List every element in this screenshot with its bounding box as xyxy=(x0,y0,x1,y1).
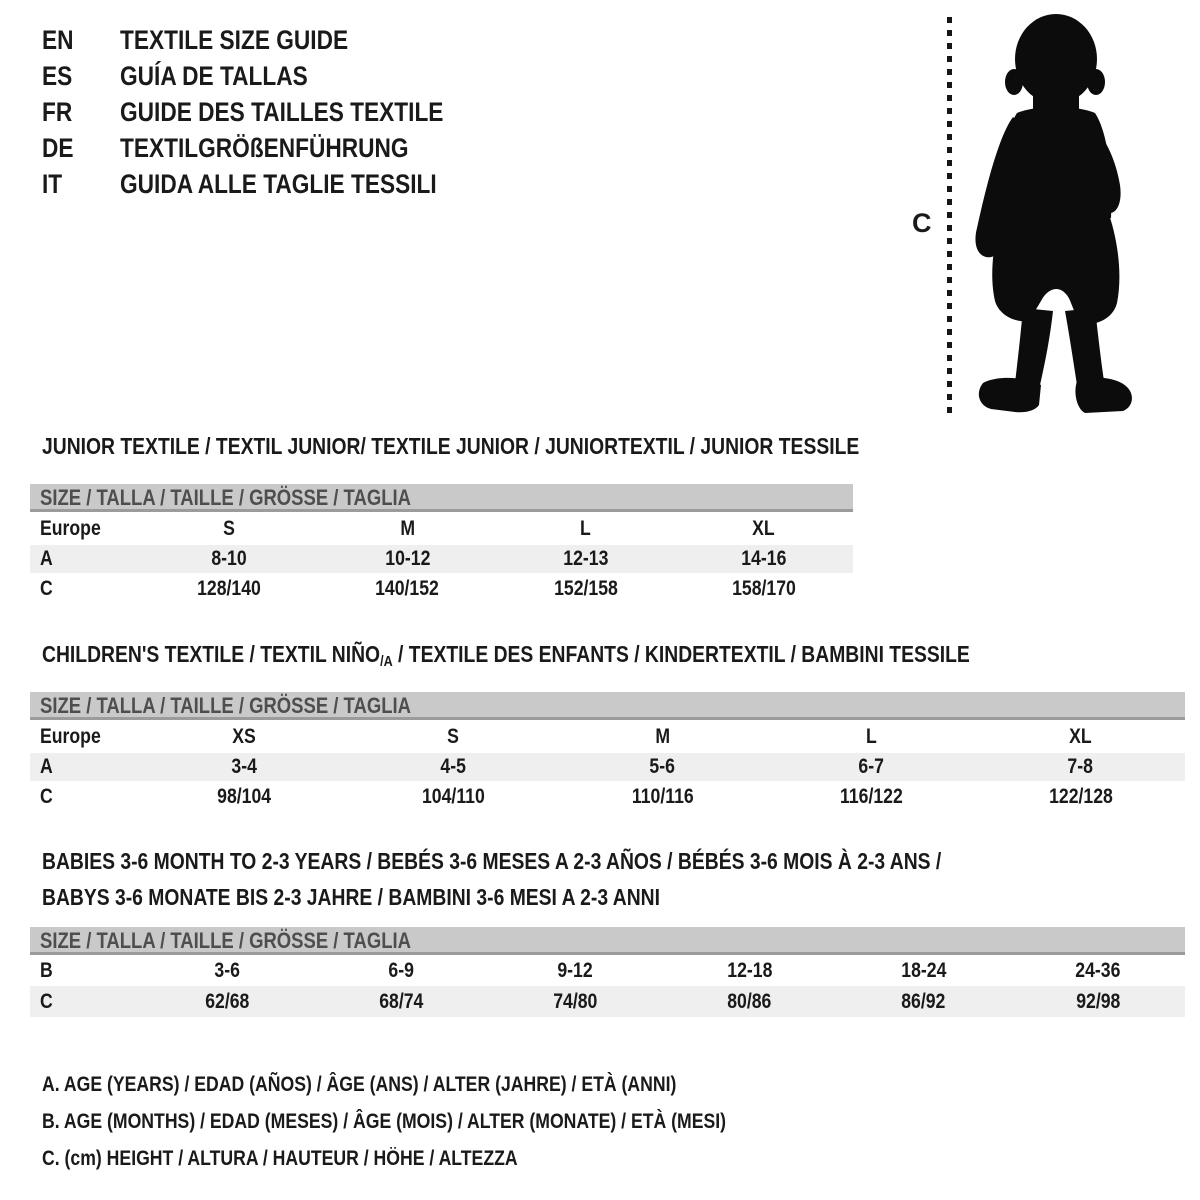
table-cell: 9-12 xyxy=(557,958,594,982)
babies-section-title xyxy=(42,843,1113,915)
row-label: C xyxy=(40,784,53,808)
height-measure-dashed-line xyxy=(947,17,952,415)
language-code: EN xyxy=(42,24,74,55)
table-cell: 116/122 xyxy=(840,784,903,808)
table-cell: 122/128 xyxy=(1048,784,1113,808)
size-col-header: S xyxy=(447,724,460,748)
table-cell: 3-4 xyxy=(231,755,258,778)
toddler-silhouette-image xyxy=(965,13,1142,415)
table-cell: 86/92 xyxy=(901,989,946,1013)
table-cell: 24-36 xyxy=(1075,958,1121,982)
table-cell: 74/80 xyxy=(553,989,598,1013)
table-cell: 3-6 xyxy=(214,958,240,982)
table-cell: 98/104 xyxy=(217,784,272,808)
size-col-header: M xyxy=(400,516,415,540)
table-cell: 152/158 xyxy=(553,576,618,600)
language-code: DE xyxy=(42,132,74,163)
note-height-cm xyxy=(42,1140,856,1177)
language-title: TEXTILGRÖßENFÜHRUNG xyxy=(120,132,409,163)
table-cell: 18-24 xyxy=(901,958,947,982)
height-label: C xyxy=(912,208,932,238)
table-cell: 140/152 xyxy=(375,576,440,600)
size-header-label: SIZE / TALLA / TAILLE / GRÖSSE / TAGLIA xyxy=(40,693,411,718)
table-cell: 80/86 xyxy=(727,989,772,1013)
table-cell: 5-6 xyxy=(649,755,676,778)
size-col-header: L xyxy=(866,724,877,748)
note-text: A. AGE (YEARS) / EDAD (AÑOS) / ÂGE (ANS) / ALTER (JAHRE) / ETÀ (ANNI) xyxy=(42,1073,677,1096)
language-code: ES xyxy=(42,60,73,91)
junior-section-title xyxy=(42,434,1015,459)
babies-size-header-bar xyxy=(30,927,1185,955)
babies-size-table xyxy=(30,927,1185,1017)
language-title: GUIDA ALLE TAGLIE TESSILI xyxy=(120,168,437,199)
size-header-label: SIZE / TALLA / TAILLE / GRÖSSE / TAGLIA xyxy=(40,485,411,510)
size-col-header: XL xyxy=(1069,724,1092,748)
children-height-row xyxy=(30,781,1185,812)
language-row-en xyxy=(42,22,505,58)
babies-title-line2: BABYS 3-6 MONATE BIS 2-3 JAHRE / BAMBINI 3-6 MESI A 2-3 ANNI xyxy=(42,884,660,910)
table-cell: 12-18 xyxy=(727,958,773,982)
row-label: C xyxy=(40,989,53,1013)
language-title: TEXTILE SIZE GUIDE xyxy=(120,24,349,55)
size-col-header: XS xyxy=(232,724,257,748)
children-title-sub: /A xyxy=(380,653,393,670)
table-cell: 6-9 xyxy=(388,958,415,982)
table-cell: 6-7 xyxy=(858,755,885,778)
size-col-header: M xyxy=(655,724,670,748)
legend-notes xyxy=(42,1066,856,1177)
language-row-de xyxy=(42,130,505,166)
size-header-label: SIZE / TALLA / TAILLE / GRÖSSE / TAGLIA xyxy=(40,928,411,953)
table-cell: 92/98 xyxy=(1075,989,1121,1013)
table-cell: 8-10 xyxy=(211,547,247,570)
language-row-it xyxy=(42,166,505,202)
table-cell: 62/68 xyxy=(205,989,250,1013)
table-cell: 14-16 xyxy=(741,547,787,570)
language-title: GUIDE DES TAILLES TEXTILE xyxy=(120,96,444,127)
table-cell: 68/74 xyxy=(379,989,424,1013)
size-col-header: S xyxy=(223,516,236,540)
language-row-fr xyxy=(42,94,505,130)
size-col-header: L xyxy=(580,516,592,540)
table-cell: 128/140 xyxy=(197,576,262,600)
region-label: Europe xyxy=(40,516,101,540)
children-title-pre: CHILDREN'S TEXTILE / TEXTIL NIÑO xyxy=(42,641,381,667)
children-section-title xyxy=(42,642,1147,674)
table-cell: 10-12 xyxy=(384,547,430,570)
note-text: C. (cm) HEIGHT / ALTURA / HAUTEUR / HÖHE / ALTEZZA xyxy=(42,1147,518,1170)
babies-title-line1: BABIES 3-6 MONTH TO 2-3 YEARS / BEBÉS 3-6 MESES A 2-3 AÑOS / BÉBÉS 3-6 MOIS À 2-3 ANS / xyxy=(42,848,942,874)
children-size-table xyxy=(30,692,1185,812)
note-age-years xyxy=(42,1066,856,1103)
table-cell: 4-5 xyxy=(440,755,467,778)
language-code: FR xyxy=(42,96,73,127)
table-cell: 158/170 xyxy=(731,576,796,600)
region-label: Europe xyxy=(40,724,101,748)
language-code: IT xyxy=(42,168,63,199)
row-label: A xyxy=(40,755,53,778)
size-col-header: XL xyxy=(752,516,776,540)
table-cell: 7-8 xyxy=(1067,755,1094,778)
row-label: A xyxy=(40,547,53,570)
junior-height-row xyxy=(30,573,853,604)
babies-height-row xyxy=(30,986,1185,1017)
children-title-post: / TEXTILE DES ENFANTS / KINDERTEXTIL / BAMBINI TESSILE xyxy=(392,641,970,667)
junior-age-row xyxy=(30,545,853,573)
note-age-months xyxy=(42,1103,856,1140)
table-cell: 12-13 xyxy=(563,547,609,570)
babies-months-row xyxy=(30,955,1185,986)
note-text: B. AGE (MONTHS) / EDAD (MESES) / ÂGE (MOIS) / ALTER (MONATE) / ETÀ (MESI) xyxy=(42,1110,727,1133)
junior-size-row xyxy=(30,512,853,545)
children-age-row xyxy=(30,753,1185,781)
children-size-header-bar xyxy=(30,692,1185,720)
junior-section-title-text: JUNIOR TEXTILE / TEXTIL JUNIOR/ TEXTILE JUNIOR / JUNIORTEXTIL / JUNIOR TESSILE xyxy=(42,433,860,459)
junior-size-header-bar xyxy=(30,484,853,512)
children-section-title-text xyxy=(42,642,970,674)
table-cell: 104/110 xyxy=(422,784,485,808)
language-title: GUÍA DE TALLAS xyxy=(120,60,308,91)
children-size-row xyxy=(30,720,1185,753)
language-row-es xyxy=(42,58,505,94)
language-title-list xyxy=(42,22,505,202)
junior-size-table xyxy=(30,484,853,604)
table-cell: 110/116 xyxy=(631,784,694,808)
row-label: C xyxy=(40,576,53,600)
row-label: B xyxy=(40,958,53,982)
